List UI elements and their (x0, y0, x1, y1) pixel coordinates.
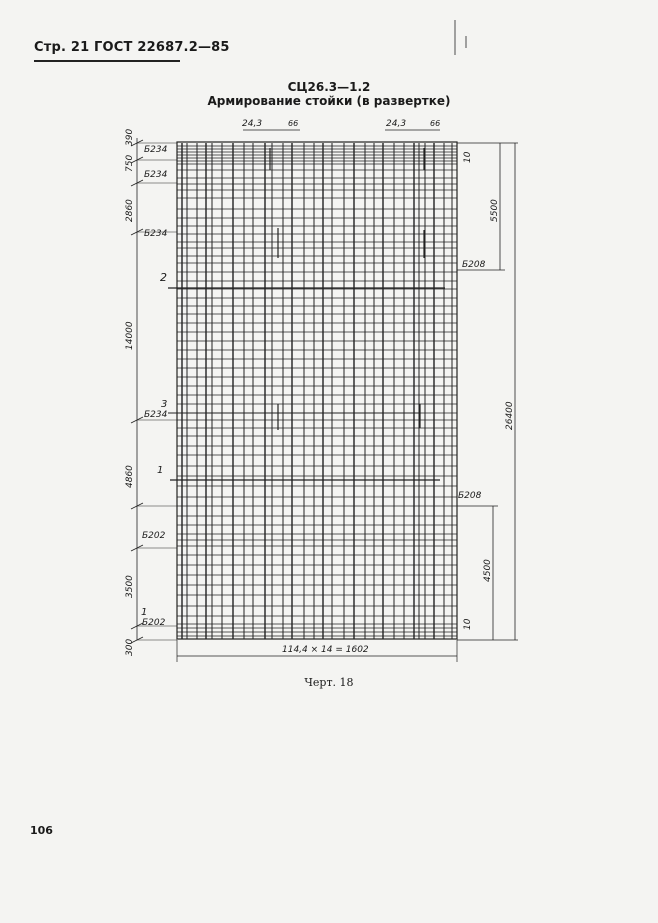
marker-left-4: Б202 (142, 531, 166, 541)
marker-left-0: Б234 (144, 145, 168, 155)
section-mark-2: 1 (157, 465, 164, 476)
left-dim-5: 3500 (125, 575, 135, 598)
top-dim-2: 24,3 (386, 119, 407, 129)
left-dim-2: 2860 (125, 199, 135, 222)
bottom-dim: 114,4 × 14 = 1602 (282, 645, 369, 655)
marker-left-3: Б234 (144, 410, 168, 420)
right-dim-1: 5500 (490, 199, 500, 222)
page-number: 106 (30, 824, 53, 837)
top-dim-1: 66 (288, 119, 299, 128)
right-dim-0: 10 (463, 151, 473, 163)
section-mark-0: 2 (160, 271, 167, 284)
left-dim-1: 750 (125, 154, 135, 172)
marker-left-5: Б202 (142, 618, 166, 628)
marker-right-0: Б208 (462, 260, 486, 270)
drawing-title: Армирование стойки (в развертке) (207, 94, 451, 108)
left-dim-6: 300 (125, 638, 135, 656)
left-dim-4: 4860 (125, 465, 135, 488)
right-dim-3: 4500 (483, 559, 493, 582)
section-mark-3: 1 (141, 607, 148, 618)
horizontal-bars (177, 146, 457, 636)
page-header: Стр. 21 ГОСТ 22687.2—85 (34, 40, 230, 55)
left-dim-3: 14000 (125, 321, 135, 350)
marker-left-1: Б234 (144, 170, 168, 180)
section-mark-1: 3 (161, 399, 168, 410)
top-dim-0: 24,3 (242, 119, 263, 129)
rebar-frame (177, 142, 457, 639)
right-dim-4: 10 (463, 618, 473, 630)
left-dim-0: 390 (125, 128, 135, 146)
marker-right-1: Б208 (458, 491, 482, 501)
right-dim-2: 26400 (505, 401, 515, 430)
figure-caption: Черт. 18 (304, 676, 354, 689)
marker-left-2: Б234 (144, 229, 168, 239)
drawing-code: СЦ26.3—1.2 (287, 80, 371, 94)
top-dim-3: 66 (430, 119, 441, 128)
